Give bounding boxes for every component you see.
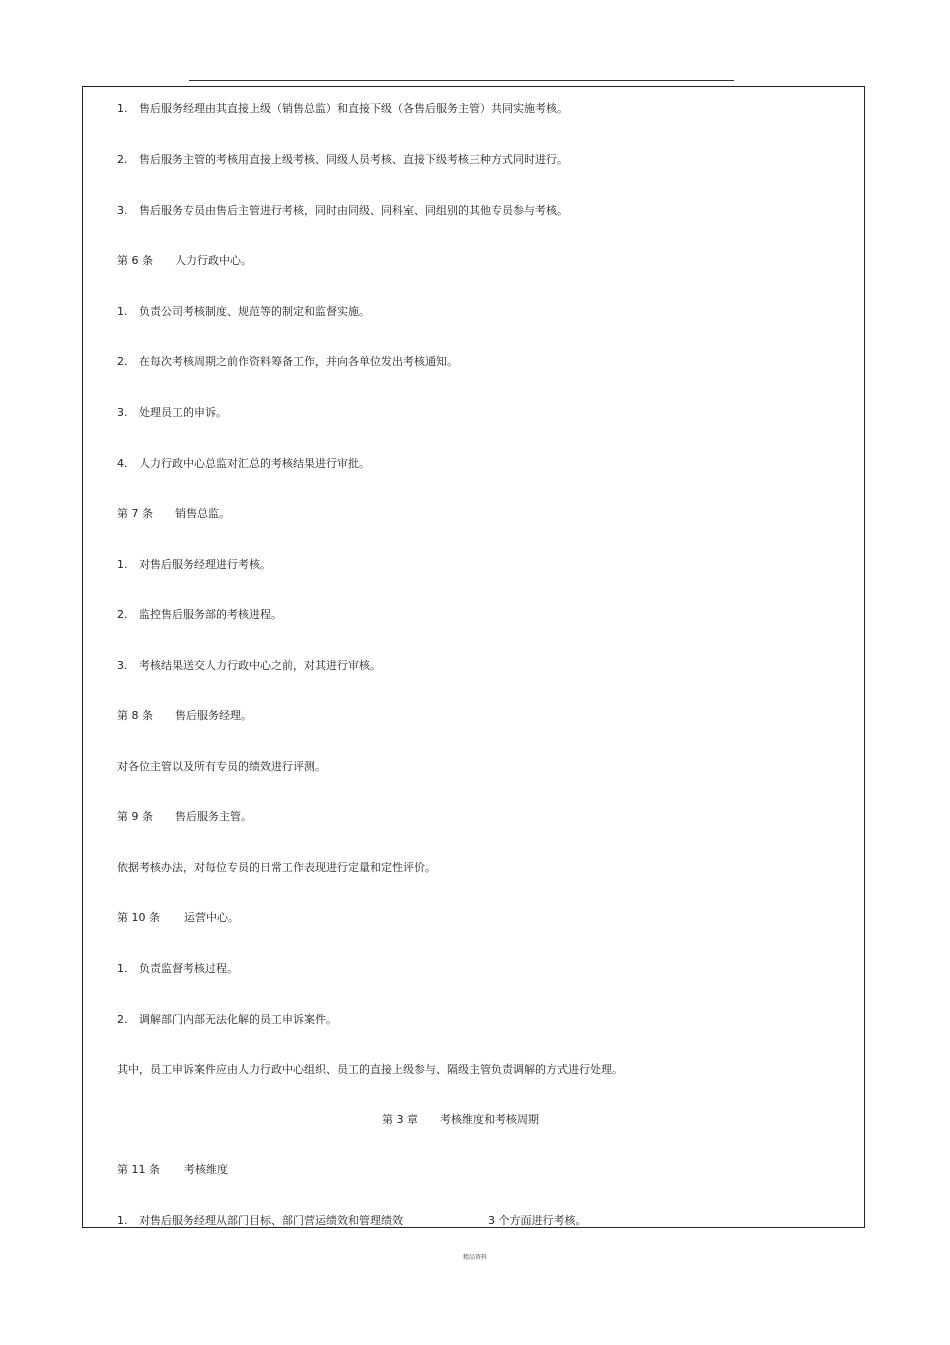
header-rule bbox=[189, 80, 734, 81]
list-item: 2. 调解部门内部无法化解的员工申诉案件。 bbox=[117, 1013, 337, 1026]
list-item: 2. 售后服务主管的考核用直接上级考核、同级人员考核、直接下级考核三种方式同时进行。 bbox=[117, 153, 568, 166]
list-item: 2. 在每次考核周期之前作资料筹备工作，并向各单位发出考核通知。 bbox=[117, 355, 458, 368]
article-heading: 第 9 条 售后服务主管。 bbox=[117, 810, 252, 823]
list-item: 3. 售后服务专员由售后主管进行考核，同时由同级、同科室、同组别的其他专员参与考核。 bbox=[117, 204, 568, 217]
paragraph: 依据考核办法，对每位专员的日常工作表现进行定量和定性评价。 bbox=[117, 861, 436, 874]
list-item: 1. 售后服务经理由其直接上级（销售总监）和直接下级（各售后服务主管）共同实施考核。 bbox=[117, 102, 568, 115]
list-item: 1. 对售后服务经理进行考核。 bbox=[117, 558, 271, 571]
list-item: 2. 监控售后服务部的考核进程。 bbox=[117, 608, 282, 621]
page-footer: 精品资料 bbox=[462, 1254, 487, 1261]
article-heading: 第 6 条 人力行政中心。 bbox=[117, 254, 252, 267]
list-item: 3. 考核结果送交人力行政中心之前，对其进行审核。 bbox=[117, 659, 381, 672]
paragraph: 对各位主管以及所有专员的绩效进行评测。 bbox=[117, 760, 326, 773]
list-item: 1. 负责监督考核过程。 bbox=[117, 962, 238, 975]
list-item: 1. 负责公司考核制度、规范等的制定和监督实施。 bbox=[117, 305, 370, 318]
chapter-heading: 第 3 章 考核维度和考核周期 bbox=[382, 1113, 539, 1126]
paragraph: 其中，员工申诉案件应由人力行政中心组织、员工的直接上级参与、隔级主管负责调解的方式进行处理。 bbox=[117, 1063, 623, 1076]
list-item: 1. 对售后服务经理从部门目标、部门营运绩效和管理绩效 bbox=[117, 1214, 403, 1227]
article-heading: 第 8 条 售后服务经理。 bbox=[117, 709, 252, 722]
article-heading: 第 10 条 运营中心。 bbox=[117, 911, 239, 924]
list-item: 3. 处理员工的申诉。 bbox=[117, 406, 227, 419]
article-heading: 第 11 条 考核维度 bbox=[117, 1163, 228, 1176]
list-item-tail: 3 个方面进行考核。 bbox=[488, 1214, 587, 1227]
list-item: 4. 人力行政中心总监对汇总的考核结果进行审批。 bbox=[117, 457, 370, 470]
article-heading: 第 7 条 销售总监。 bbox=[117, 507, 230, 520]
